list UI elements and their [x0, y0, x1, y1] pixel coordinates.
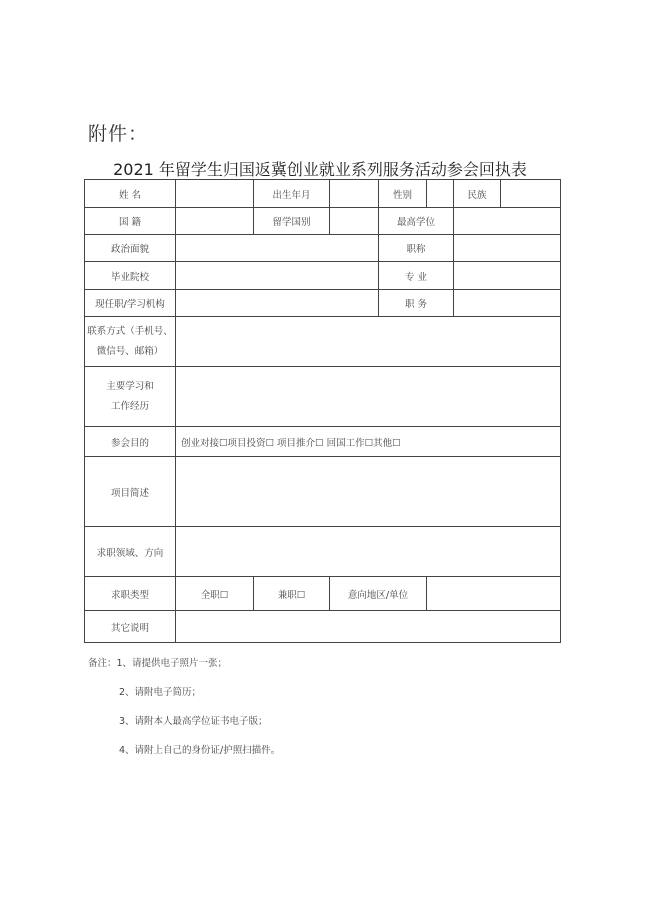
purpose-label: 参会目的	[85, 427, 176, 457]
study-country-label: 留学国别	[254, 208, 330, 235]
job-field-value-cell[interactable]	[176, 527, 561, 577]
school-value-cell[interactable]	[176, 262, 379, 290]
political-label: 政治面貌	[85, 235, 176, 262]
note-4: 4、请附上自己的身份证/护照扫描件。	[119, 745, 281, 756]
nationality-value-cell[interactable]	[176, 208, 254, 235]
job-field-label: 求职领域、方向	[85, 527, 176, 577]
other-value-cell[interactable]	[176, 611, 561, 643]
contact-label	[85, 317, 176, 367]
contact-label-line2: 微信号、邮箱）	[96, 345, 164, 357]
job-parttime-checkbox[interactable]: 兼职☐	[254, 577, 330, 611]
job-type-label: 求职类型	[85, 577, 176, 611]
form-title: 2021 年留学生归国返冀创业就业系列服务活动参会回执表	[113, 160, 527, 179]
purpose-checkbox-options[interactable]: 创业对接☐项目投资☐ 项目推介☐ 回国工作☐其他☐	[176, 427, 561, 457]
school-label: 毕业院校	[85, 262, 176, 290]
ethnicity-value-cell[interactable]	[501, 180, 561, 208]
position-label: 职 务	[379, 290, 454, 317]
title-rank-value-cell[interactable]	[454, 235, 561, 262]
row-basic-info	[85, 180, 561, 208]
current-org-label: 现任职/学习机构	[85, 290, 176, 317]
region-value-cell[interactable]	[427, 577, 561, 611]
row-job-field	[85, 527, 561, 577]
row-purpose	[85, 427, 561, 457]
row-contact	[85, 317, 561, 367]
contact-value-cell[interactable]	[176, 317, 561, 367]
study-country-value-cell[interactable]	[330, 208, 379, 235]
gender-value-cell[interactable]	[427, 180, 454, 208]
experience-label-line1: 主要学习和	[106, 380, 154, 392]
row-political	[85, 235, 561, 262]
note-2: 2、请附电子简历；	[119, 687, 202, 698]
major-label: 专 业	[379, 262, 454, 290]
political-value-cell[interactable]	[176, 235, 379, 262]
position-value-cell[interactable]	[454, 290, 561, 317]
row-school	[85, 262, 561, 290]
other-label: 其它说明	[85, 611, 176, 643]
note-3: 3、请附本人最高学位证书电子版；	[119, 716, 268, 727]
row-experience	[85, 367, 561, 427]
row-job-type	[85, 577, 561, 611]
major-value-cell[interactable]	[454, 262, 561, 290]
birth-label: 出生年月	[254, 180, 330, 208]
experience-value-cell[interactable]	[176, 367, 561, 427]
row-project	[85, 457, 561, 527]
name-value-cell[interactable]	[176, 180, 254, 208]
name-label: 姓 名	[85, 180, 176, 208]
attachment-label: 附件：	[88, 123, 149, 145]
title-rank-label: 职称	[379, 235, 454, 262]
experience-label	[85, 367, 176, 427]
notes-section	[88, 655, 280, 771]
current-org-value-cell[interactable]	[176, 290, 379, 317]
project-value-cell[interactable]	[176, 457, 561, 527]
row-other	[85, 611, 561, 643]
project-label: 项目简述	[85, 457, 176, 527]
degree-label: 最高学位	[379, 208, 454, 235]
registration-form-table	[84, 179, 561, 643]
gender-label: 性别	[379, 180, 427, 208]
experience-label-line2: 工作经历	[110, 400, 149, 412]
row-current-org	[85, 290, 561, 317]
degree-value-cell[interactable]	[454, 208, 561, 235]
birth-value-cell[interactable]	[330, 180, 379, 208]
region-label: 意向地区/单位	[330, 577, 427, 611]
ethnicity-label: 民族	[454, 180, 501, 208]
nationality-label: 国 籍	[85, 208, 176, 235]
note-1: 备注：1、请提供电子照片一张；	[88, 658, 228, 669]
job-fulltime-checkbox[interactable]: 全职☐	[176, 577, 254, 611]
contact-label-line1: 联系方式（手机号、	[87, 325, 173, 337]
row-nationality	[85, 208, 561, 235]
